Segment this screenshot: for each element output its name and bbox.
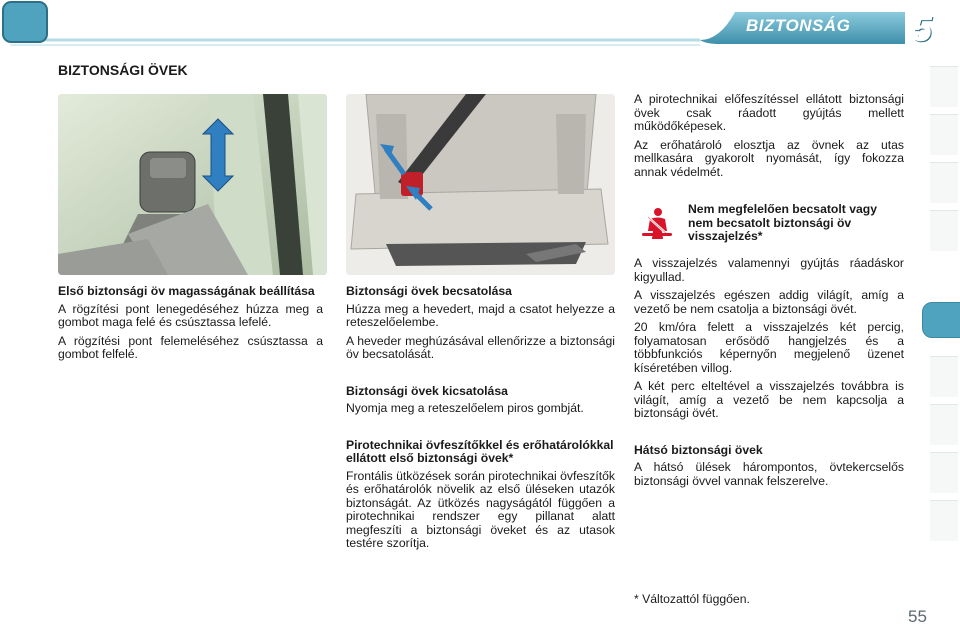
seatbelt-warning-block — [634, 195, 904, 257]
chapter-tab[interactable] — [930, 356, 958, 397]
warning-text-4: A két perc elteltével a visszajelzés továbbra is világít, amíg a vezető be nem kapcsolja a biztonsági övét. — [634, 379, 904, 420]
chapter-badge-icon — [0, 0, 50, 44]
pretensioner-text-2: Az erőhatároló elosztja az övnek az utas mellkasára gyakorolt nyomását, így fokozza annak védelmét. — [634, 137, 904, 179]
warning-text-1: A visszajelzés valamennyi gyújtás ráadáskor kigyullad. — [634, 256, 904, 284]
page-number: 55 — [908, 607, 927, 626]
warning-text-3: 20 km/óra felett a visszajelzés két percig, folyamatosan erősödő hangjelzés és a többfunkciós képernyőn megjelenő üzenet kíséretében villog. — [634, 320, 904, 375]
fasten-heading: Biztonsági övek becsatolása — [346, 284, 512, 298]
rear-belts-heading: Hátsó biztonsági övek — [634, 442, 763, 457]
chapter-tabs — [926, 66, 960, 576]
chapter-tab[interactable] — [930, 452, 958, 493]
chapter-tab-active[interactable] — [922, 302, 960, 338]
warning-text-2: A visszajelzés egészen addig világít, amíg a vezető be nem csatolja a biztonsági övét. — [634, 288, 904, 316]
pretensioner-section — [634, 93, 904, 493]
footnote: * Változattól függően. — [634, 592, 750, 606]
unfasten-text: Nyomja meg a reteszelőelem piros gombját. — [346, 401, 584, 415]
height-adjust-section — [58, 285, 323, 367]
height-adjust-text-raise: A rögzítési pont felemeléséhez csúsztassa a gombot felfelé. — [58, 333, 323, 361]
chapter-title: BIZTONSÁG — [746, 16, 851, 35]
height-adjust-heading: Első biztonsági öv magasságának beállítása — [58, 284, 315, 298]
rear-belts-text: A hátsó ülések hárompontos, övtekercselős biztonsági övvel vannak felszerelve. — [634, 460, 904, 488]
seatbelt-warning-title: Nem megfelelően becsatolt vagy nem becsatolt biztonsági öv visszajelzés* — [688, 202, 877, 243]
fasten-text-1: Húzza meg a hevedert, majd a csatot helyezze a reteszelőelembe. — [346, 301, 615, 329]
section-title: BIZTONSÁGI ÖVEK — [58, 62, 188, 78]
chapter-tab[interactable] — [930, 404, 958, 445]
belt-height-adjuster-photo — [58, 94, 327, 275]
pretensioner-text-1: A pirotechnikai előfeszítéssel ellátott biztonsági övek csak ráadott gyújtás mellett működőképesek. — [634, 92, 904, 133]
unfasten-heading: Biztonsági övek kicsatolása — [346, 383, 508, 398]
chapter-tab[interactable] — [930, 66, 958, 107]
pyrotechnic-text: Frontális ütközések során pirotechnikai övfeszítők és erőhatárolók növelik az első üléseken utazók biztonságát. Az ütközés nagyságától függően a pirotechnikai rendszer egy pillanat alatt megfeszíti a biztonsági öveket és az utasok testére szorítja. — [346, 468, 615, 550]
chapter-tab[interactable] — [930, 210, 958, 251]
seatbelt-warning-icon — [640, 207, 674, 241]
chapter-tab[interactable] — [930, 500, 958, 541]
pyrotechnic-heading: Pirotechnikai övfeszítőkkel és erőhatárolókkal ellátott első biztonsági övek* — [346, 437, 614, 465]
chapter-tab[interactable] — [930, 114, 958, 155]
chapter-header — [0, 0, 960, 52]
fastening-section — [346, 285, 615, 556]
chapter-number: 5 — [911, 8, 933, 49]
seat-buckle-photo — [346, 94, 615, 275]
chapter-tab[interactable] — [930, 162, 958, 203]
fasten-text-2: A heveder meghúzásával ellenőrizze a biztonsági öv becsatolását. — [346, 333, 615, 361]
height-adjust-text-lower: A rögzítési pont lenegedéséhez húzza meg a gombot maga felé és csúsztassa lefelé. — [58, 301, 323, 329]
